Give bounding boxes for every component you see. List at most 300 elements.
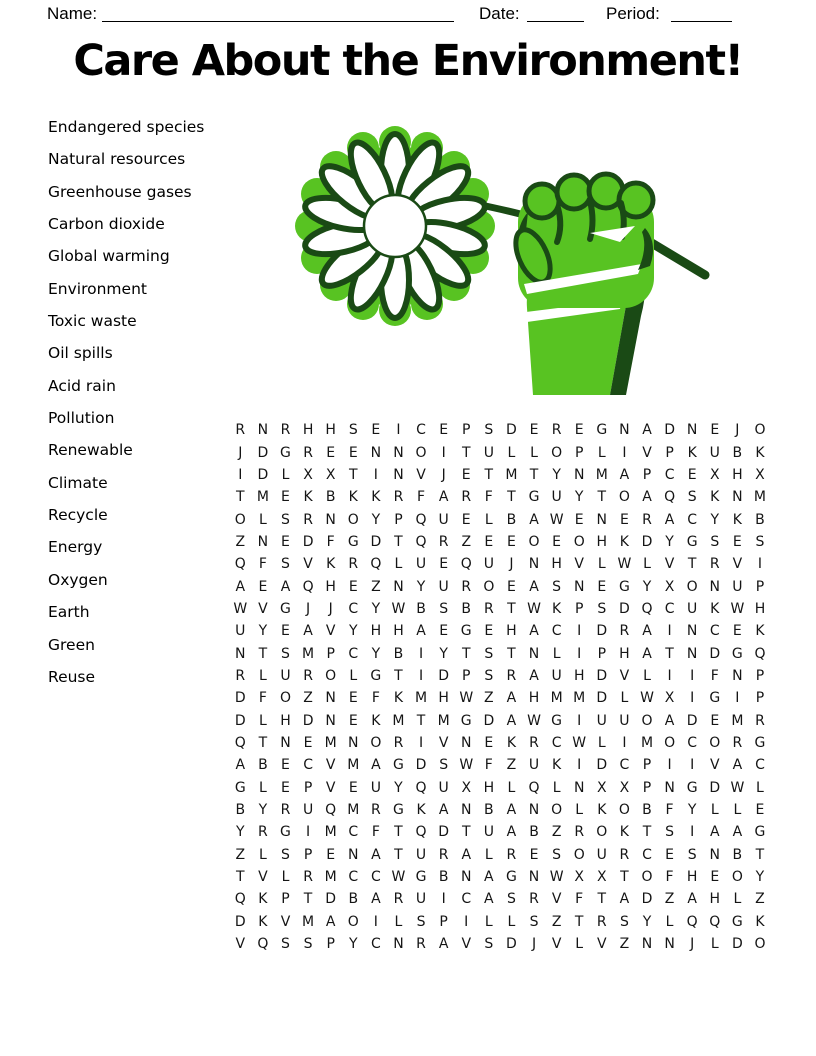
grid-cell: N: [235, 645, 246, 662]
grid-cell: E: [461, 511, 471, 528]
grid-cell: S: [281, 556, 290, 573]
grid-cell: B: [325, 489, 336, 506]
grid-cell: D: [506, 936, 517, 953]
grid-cell: S: [687, 846, 697, 863]
grid-cell: N: [596, 511, 608, 528]
grid-cell: Y: [258, 802, 268, 819]
grid-cell: F: [710, 667, 719, 684]
grid-cell: E: [303, 734, 313, 751]
grid-cell: N: [325, 690, 336, 707]
grid-cell: D: [596, 690, 608, 707]
grid-cell: B: [755, 511, 765, 528]
grid-cell: A: [642, 623, 652, 640]
grid-cell: L: [597, 734, 606, 751]
grid-cell: D: [641, 891, 653, 908]
grid-cell: T: [507, 645, 516, 662]
grid-cell: C: [551, 623, 562, 640]
grid-cell: T: [574, 913, 584, 930]
grid-cell: Q: [257, 936, 269, 953]
grid-cell: W: [572, 734, 587, 751]
grid-cell: W: [459, 757, 474, 774]
grid-cell: K: [552, 757, 562, 774]
grid-cell: Y: [710, 511, 720, 528]
grid-cell: K: [506, 734, 517, 751]
grid-cell: N: [348, 846, 359, 863]
grid-cell: D: [370, 533, 382, 550]
grid-cell: S: [710, 533, 720, 550]
grid-cell: Z: [755, 891, 765, 908]
grid-cell: S: [484, 422, 494, 439]
grid-cell: D: [641, 533, 653, 550]
flower-icon: [295, 126, 495, 326]
grid-cell: P: [755, 690, 765, 707]
grid-cell: Y: [371, 645, 381, 662]
grid-cell: V: [574, 556, 584, 573]
grid-cell: N: [664, 779, 675, 796]
grid-cell: Q: [686, 913, 698, 930]
grid-cell: R: [506, 846, 517, 863]
grid-cell: N: [528, 869, 540, 886]
grid-cell: M: [302, 645, 315, 662]
grid-cell: E: [732, 623, 742, 640]
grid-cell: Q: [415, 511, 427, 528]
grid-cell: L: [507, 779, 516, 796]
grid-cell: R: [235, 422, 246, 439]
grid-cell: E: [348, 712, 358, 729]
grid-cell: A: [484, 869, 494, 886]
grid-cell: Y: [642, 578, 652, 595]
grid-cell: C: [687, 511, 698, 528]
grid-cell: L: [710, 936, 719, 953]
grid-cell: E: [484, 734, 494, 751]
grid-cell: E: [552, 533, 562, 550]
grid-cell: A: [371, 891, 381, 908]
grid-cell: E: [371, 422, 381, 439]
grid-cell: E: [281, 757, 290, 774]
grid-cell: R: [438, 533, 449, 550]
grid-cell: N: [686, 623, 698, 640]
grid-cell: T: [236, 869, 245, 886]
grid-cell: O: [686, 578, 698, 595]
grid-cell: L: [575, 802, 584, 819]
grid-cell: H: [551, 556, 562, 573]
grid-cell: I: [690, 690, 695, 707]
grid-cell: U: [551, 667, 562, 684]
grid-cell: S: [484, 667, 494, 684]
grid-cell: V: [664, 556, 675, 573]
grid-cell: I: [373, 466, 378, 483]
grid-cell: T: [258, 645, 268, 662]
grid-cell: G: [551, 712, 563, 729]
grid-cell: J: [531, 936, 537, 953]
period-label: Period:: [606, 4, 660, 23]
grid-cell: R: [393, 891, 404, 908]
grid-cell: T: [597, 891, 607, 908]
grid-cell: V: [280, 913, 291, 930]
grid-cell: V: [416, 466, 426, 483]
grid-cell: B: [416, 600, 426, 617]
grid-cell: O: [370, 734, 382, 751]
grid-cell: I: [667, 623, 672, 640]
grid-cell: C: [755, 757, 765, 774]
grid-cell: K: [303, 489, 313, 506]
date-label: Date:: [479, 4, 520, 23]
grid-cell: L: [733, 891, 742, 908]
grid-cell: S: [484, 645, 494, 662]
grid-cell: B: [484, 802, 494, 819]
grid-cell: M: [324, 869, 337, 886]
grid-cell: L: [484, 913, 493, 930]
grid-cell: Y: [236, 824, 245, 841]
grid-cell: F: [484, 757, 493, 774]
grid-cell: L: [394, 913, 403, 930]
grid-cell: N: [709, 846, 720, 863]
grid-cell: B: [235, 802, 246, 819]
grid-cell: E: [326, 444, 336, 461]
grid-cell: G: [280, 600, 291, 617]
grid-cell: E: [484, 533, 494, 550]
grid-cell: D: [709, 645, 721, 662]
grid-cell: W: [391, 600, 406, 617]
grid-cell: O: [641, 869, 653, 886]
grid-cell: H: [302, 422, 314, 439]
grid-cell: I: [418, 734, 424, 751]
grid-cell: O: [279, 690, 291, 707]
grid-cell: E: [348, 578, 358, 595]
grid-cell: S: [665, 824, 675, 841]
grid-cell: S: [597, 600, 607, 617]
grid-cell: F: [258, 690, 267, 707]
grid-cell: F: [665, 869, 674, 886]
grid-cell: C: [709, 623, 720, 640]
grid-cell: Z: [235, 846, 246, 863]
grid-cell: G: [280, 444, 291, 461]
grid-cell: E: [348, 779, 358, 796]
grid-cell: A: [619, 466, 630, 483]
grid-cell: N: [686, 645, 698, 662]
grid-cell: G: [754, 734, 766, 751]
grid-cell: H: [686, 869, 698, 886]
grid-cell: N: [325, 712, 336, 729]
grid-cell: L: [665, 913, 674, 930]
grid-cell: K: [755, 913, 765, 930]
grid-cell: O: [551, 444, 563, 461]
grid-cell: D: [709, 779, 721, 796]
grid-cell: M: [324, 734, 337, 751]
grid-cell: T: [665, 645, 674, 662]
grid-cell: W: [640, 690, 654, 707]
grid-cell: R: [461, 489, 472, 506]
grid-cell: M: [256, 489, 269, 506]
grid-cell: N: [686, 422, 698, 439]
grid-cell: I: [418, 645, 424, 662]
grid-cell: E: [665, 846, 674, 863]
grid-cell: E: [439, 623, 449, 640]
grid-cell: I: [418, 667, 424, 684]
grid-cell: S: [484, 936, 494, 953]
grid-cell: H: [370, 623, 382, 640]
grid-cell: H: [573, 667, 585, 684]
grid-cell: I: [464, 913, 469, 930]
grid-cell: D: [302, 712, 314, 729]
grid-cell: W: [527, 712, 541, 729]
word-list-item: Reuse: [48, 667, 96, 686]
grid-cell: M: [640, 734, 654, 751]
grid-cell: K: [732, 511, 742, 528]
grid-cell: F: [258, 556, 267, 573]
grid-cell: O: [618, 802, 630, 819]
grid-cell: A: [642, 422, 652, 439]
grid-cell: L: [530, 444, 538, 461]
grid-cell: U: [709, 444, 720, 461]
grid-cell: N: [664, 936, 675, 953]
grid-cell: N: [573, 466, 585, 483]
grid-cell: D: [257, 444, 269, 461]
grid-cell: H: [528, 690, 540, 707]
word-list-item: Oil spills: [48, 344, 113, 363]
grid-cell: V: [235, 936, 246, 953]
grid-cell: F: [484, 489, 493, 506]
grid-cell: V: [303, 556, 313, 573]
grid-cell: S: [506, 891, 516, 908]
grid-cell: W: [617, 556, 632, 573]
grid-cell: T: [258, 734, 268, 751]
word-search-grid: [229, 419, 771, 955]
word-list-item: Natural resources: [48, 150, 186, 169]
grid-cell: E: [281, 489, 290, 506]
grid-cell: A: [235, 757, 246, 774]
grid-cell: E: [281, 779, 290, 796]
grid-cell: Y: [416, 578, 426, 595]
grid-cell: R: [483, 600, 494, 617]
grid-cell: P: [642, 466, 652, 483]
grid-cell: N: [393, 466, 404, 483]
grid-cell: F: [575, 891, 584, 908]
grid-cell: Y: [755, 869, 765, 886]
grid-cell: A: [280, 578, 291, 595]
grid-cell: R: [235, 667, 246, 684]
grid-cell: L: [733, 802, 742, 819]
grid-cell: R: [303, 444, 313, 461]
grid-cell: U: [302, 802, 314, 819]
grid-cell: T: [461, 824, 471, 841]
grid-cell: O: [709, 734, 721, 751]
grid-cell: K: [371, 489, 381, 506]
grid-cell: K: [687, 444, 697, 461]
grid-cell: W: [233, 600, 248, 617]
grid-cell: E: [574, 511, 584, 528]
grid-cell: S: [281, 511, 290, 528]
grid-cell: E: [529, 422, 539, 439]
grid-cell: A: [438, 802, 449, 819]
grid-cell: P: [439, 913, 448, 930]
grid-cell: P: [303, 846, 313, 863]
grid-cell: R: [303, 667, 313, 684]
grid-cell: A: [461, 846, 472, 863]
grid-cell: Z: [461, 533, 472, 550]
grid-cell: O: [754, 936, 766, 953]
grid-cell: V: [551, 891, 562, 908]
grid-cell: O: [641, 712, 653, 729]
grid-cell: F: [371, 824, 380, 841]
grid-cell: D: [302, 533, 314, 550]
grid-cell: B: [393, 645, 404, 662]
grid-cell: R: [529, 891, 539, 908]
grid-cell: I: [690, 757, 695, 774]
grid-cell: A: [529, 511, 539, 528]
grid-cell: T: [687, 556, 697, 573]
grid-cell: S: [281, 846, 290, 863]
grid-cell: G: [415, 869, 427, 886]
word-list-item: Oxygen: [48, 570, 108, 589]
grid-cell: R: [258, 824, 268, 841]
grid-cell: P: [303, 779, 313, 796]
grid-cell: S: [755, 533, 765, 550]
grid-cell: M: [753, 489, 766, 506]
grid-cell: I: [622, 734, 627, 751]
grid-cell: K: [416, 802, 426, 819]
grid-cell: B: [438, 869, 449, 886]
grid-cell: M: [415, 690, 428, 707]
grid-cell: M: [437, 712, 450, 729]
grid-cell: W: [549, 869, 564, 886]
grid-cell: H: [596, 533, 608, 550]
grid-cell: G: [370, 667, 382, 684]
grid-cell: E: [619, 511, 629, 528]
grid-cell: I: [757, 556, 763, 573]
grid-cell: D: [596, 757, 608, 774]
grid-cell: W: [459, 690, 474, 707]
grid-cell: D: [234, 690, 246, 707]
grid-cell: O: [234, 511, 246, 528]
grid-cell: N: [370, 444, 382, 461]
grid-cell: Y: [665, 533, 674, 550]
grid-cell: O: [573, 533, 585, 550]
grid-cell: W: [527, 600, 541, 617]
grid-cell: I: [441, 891, 446, 908]
grid-cell: N: [257, 422, 269, 439]
grid-cell: A: [664, 511, 675, 528]
grid-cell: U: [438, 578, 449, 595]
grid-cell: N: [641, 936, 653, 953]
grid-cell: W: [730, 600, 745, 617]
grid-cell: A: [529, 667, 539, 684]
grid-cell: Q: [234, 556, 246, 573]
grid-cell: T: [394, 667, 403, 684]
word-list-item: Global warming: [48, 247, 170, 266]
grid-cell: L: [507, 444, 516, 461]
grid-cell: I: [577, 712, 582, 729]
grid-cell: L: [643, 556, 651, 573]
grid-cell: M: [550, 690, 563, 707]
grid-cell: T: [484, 466, 494, 483]
grid-cell: H: [506, 623, 517, 640]
grid-cell: B: [732, 846, 743, 863]
grid-cell: K: [371, 712, 381, 729]
grid-cell: G: [505, 869, 517, 886]
grid-cell: Q: [664, 489, 676, 506]
grid-cell: D: [483, 712, 495, 729]
grid-cell: K: [258, 913, 268, 930]
grid-cell: F: [326, 533, 335, 550]
grid-cell: G: [596, 422, 608, 439]
grid-cell: P: [755, 578, 765, 595]
grid-cell: L: [597, 556, 606, 573]
grid-cell: C: [348, 824, 359, 841]
grid-cell: T: [348, 466, 358, 483]
grid-cell: O: [347, 511, 359, 528]
grid-cell: U: [528, 757, 540, 774]
grid-cell: U: [415, 556, 427, 573]
grid-cell: T: [507, 600, 516, 617]
grid-cell: R: [303, 511, 313, 528]
grid-cell: X: [325, 466, 336, 483]
grid-cell: R: [551, 422, 562, 439]
grid-cell: L: [620, 690, 629, 707]
grid-cell: K: [755, 444, 765, 461]
grid-cell: Z: [506, 757, 517, 774]
grid-cell: L: [258, 511, 267, 528]
grid-cell: A: [438, 489, 449, 506]
grid-cell: Q: [754, 645, 766, 662]
grid-cell: R: [348, 556, 359, 573]
grid-cell: E: [732, 533, 742, 550]
grid-cell: Q: [528, 779, 540, 796]
grid-cell: K: [755, 623, 765, 640]
grid-cell: A: [642, 489, 652, 506]
grid-cell: G: [347, 533, 359, 550]
grid-cell: T: [620, 869, 629, 886]
grid-cell: C: [303, 757, 313, 774]
grid-cell: A: [506, 802, 517, 819]
grid-cell: I: [690, 667, 695, 684]
grid-cell: U: [415, 891, 427, 908]
grid-cell: E: [461, 466, 471, 483]
grid-cell: H: [393, 623, 404, 640]
grid-cell: H: [483, 779, 495, 796]
grid-cell: E: [439, 556, 449, 573]
grid-cell: H: [325, 578, 336, 595]
grid-cell: A: [642, 645, 652, 662]
grid-cell: P: [462, 667, 471, 684]
grid-cell: G: [528, 489, 540, 506]
grid-cell: J: [509, 556, 514, 573]
grid-cell: O: [573, 846, 585, 863]
grid-cell: I: [396, 422, 401, 439]
grid-cell: B: [732, 444, 743, 461]
grid-cell: T: [394, 533, 403, 550]
grid-cell: B: [642, 802, 652, 819]
grid-cell: R: [755, 712, 765, 729]
grid-cell: J: [690, 936, 695, 953]
grid-cell: R: [461, 578, 472, 595]
grid-cell: C: [348, 869, 359, 886]
grid-cell: N: [325, 511, 336, 528]
grid-cell: W: [549, 511, 564, 528]
grid-cell: L: [552, 645, 561, 662]
grid-cell: A: [529, 578, 539, 595]
grid-cell: K: [619, 533, 629, 550]
grid-cell: C: [551, 734, 562, 751]
grid-cell: L: [281, 466, 290, 483]
grid-cell: G: [234, 779, 246, 796]
grid-cell: S: [552, 846, 562, 863]
grid-cell: L: [258, 779, 267, 796]
grid-cell: O: [528, 533, 540, 550]
grid-cell: N: [528, 645, 540, 662]
grid-cell: N: [619, 422, 630, 439]
grid-cell: R: [370, 802, 381, 819]
